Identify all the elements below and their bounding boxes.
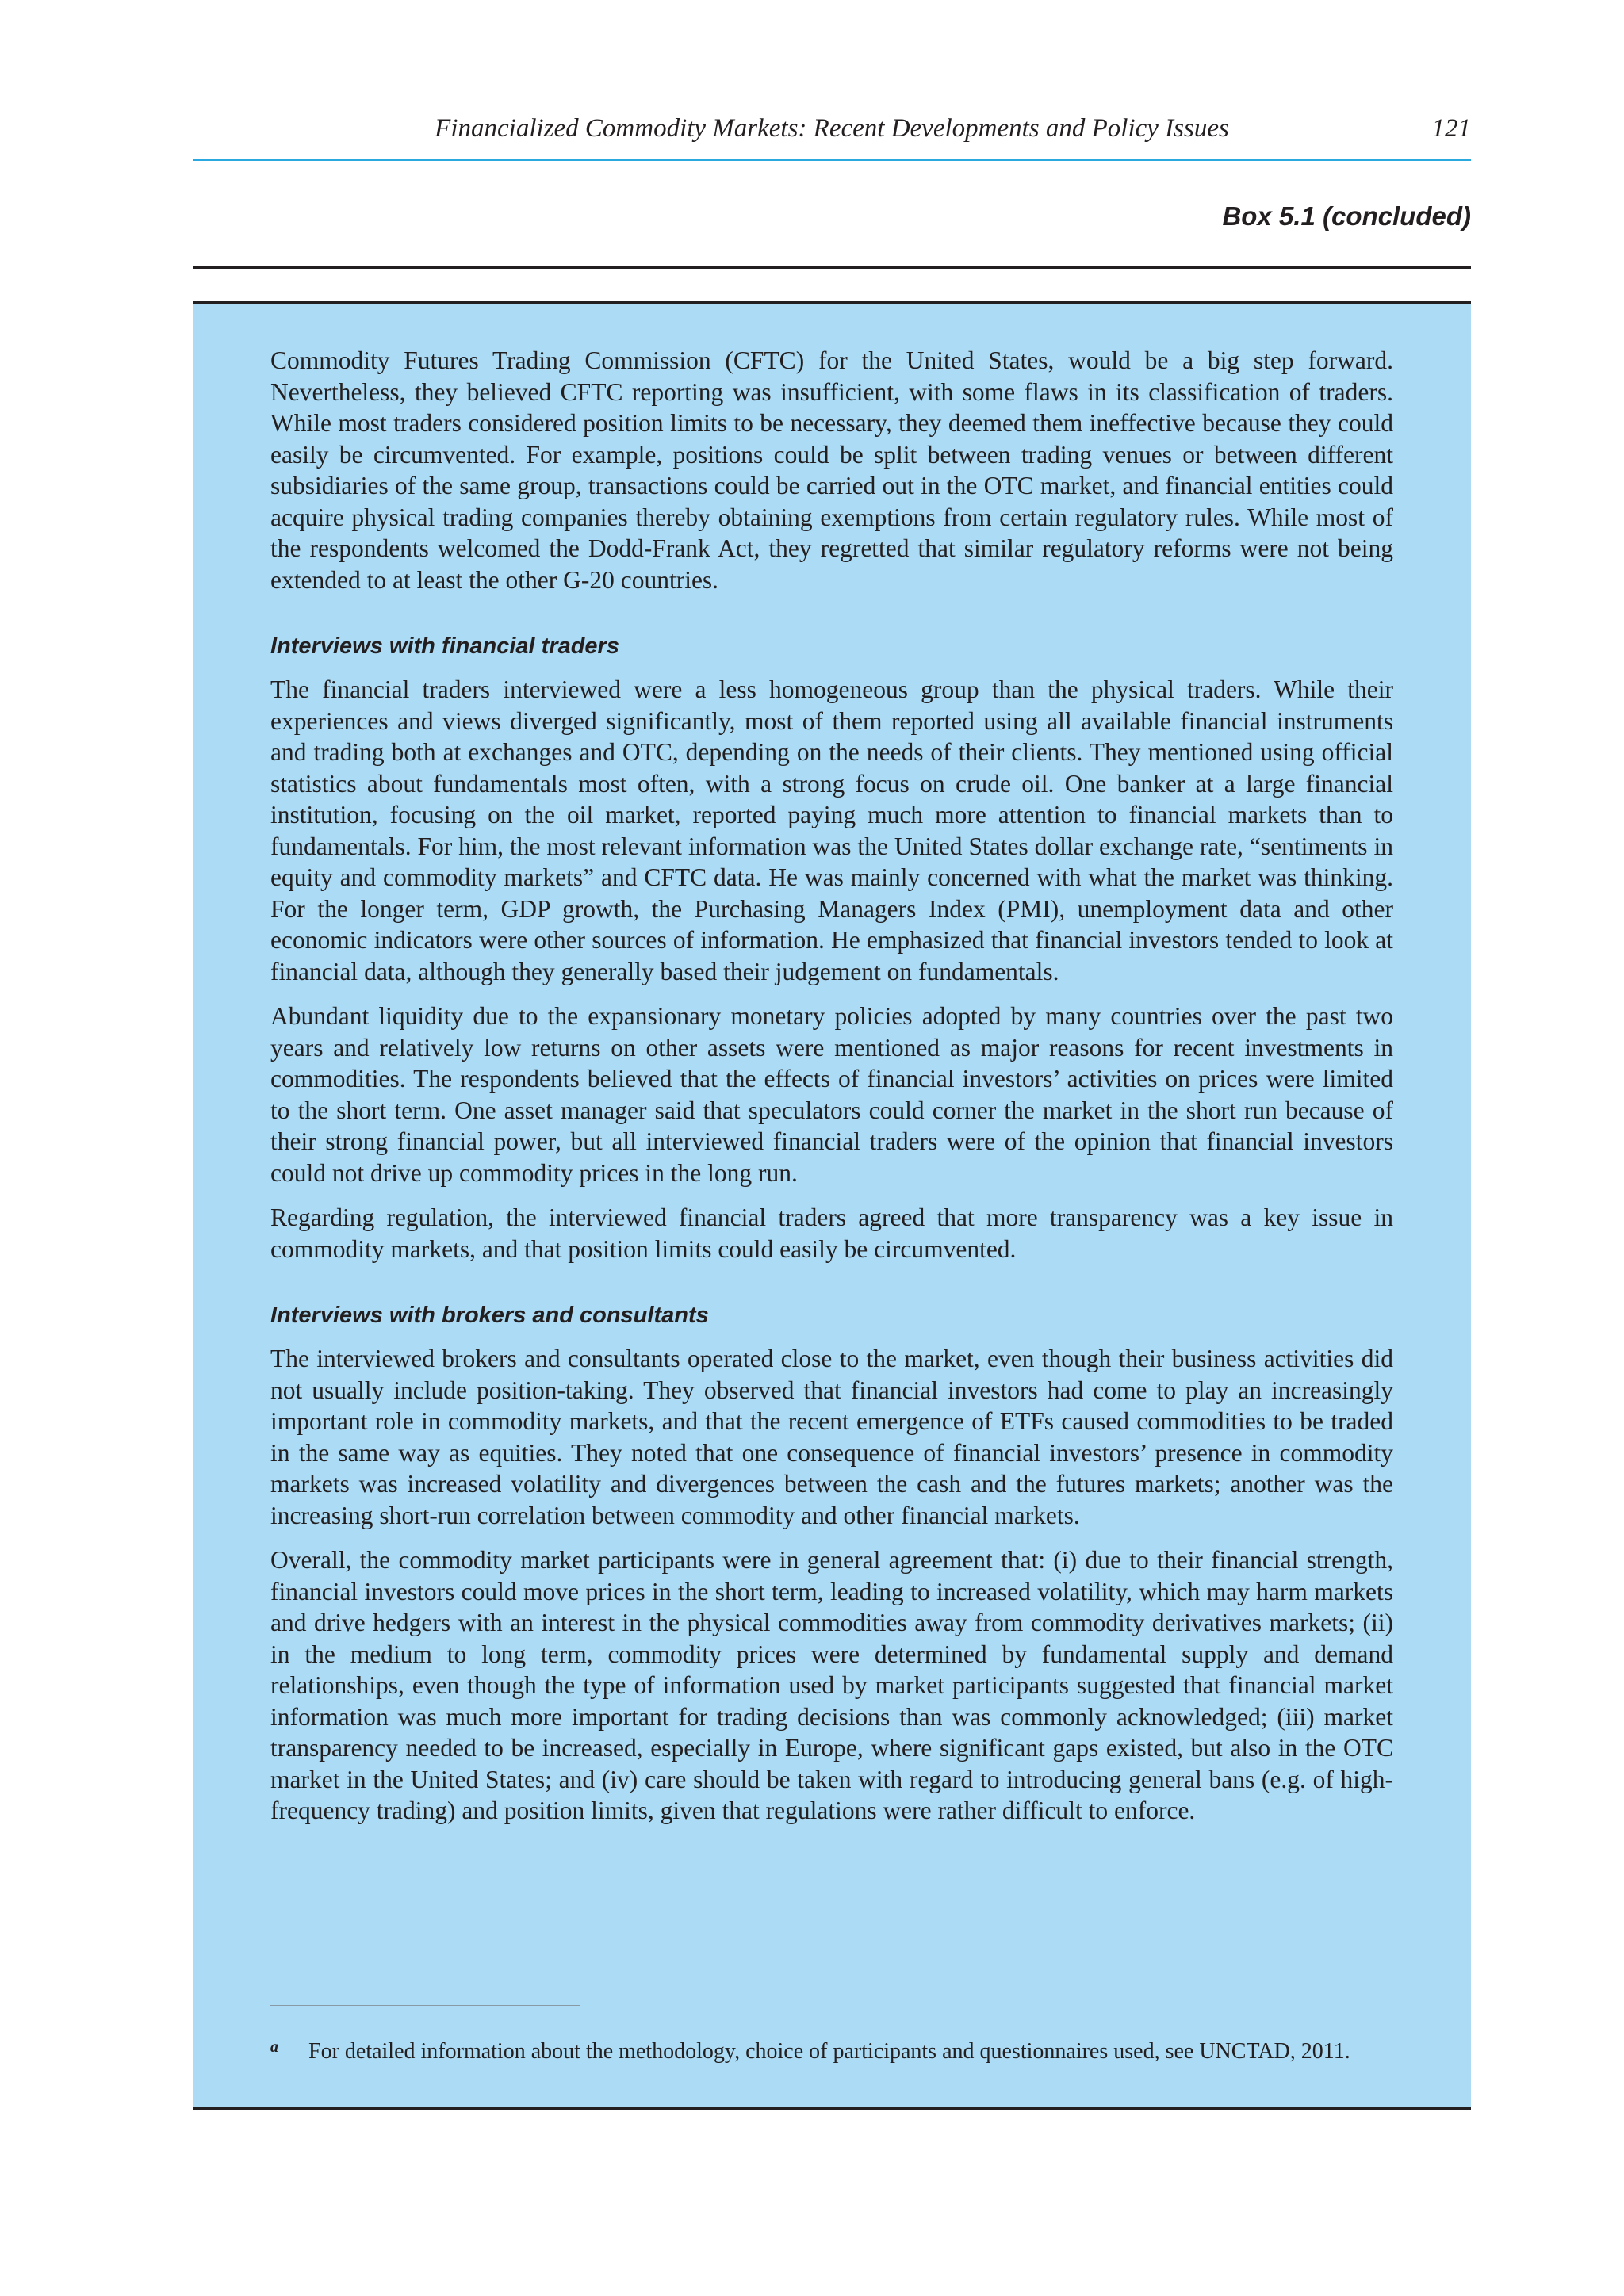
box-top-rule — [193, 266, 1471, 269]
section-heading-brokers-consultants: Interviews with brokers and consultants — [270, 1303, 709, 1328]
page-number: 121 — [1431, 114, 1471, 143]
intro-paragraph: Commodity Futures Trading Commission (CFTC) for the United States, would be a big step forward. Nevertheless, they believed CFTC reporting was insufficient, with some flaws in its classification of traders. While most traders considered position limits to be necessary, they deemed them ineffective because they could easily be circumvented. For example, positions could be split between trading venues or between different subsidiaries of the same group, transactions could be carried out in the OTC market, and financial entities could acquire physical trading companies thereby obtaining exemptions from certain regulatory rules. While most of the respondents welcomed the Dodd-Frank Act, they regretted that similar regulatory reforms were not being extended to at least the other G-20 countries. — [270, 346, 1393, 594]
box-content — [270, 345, 1393, 1840]
paragraph: Overall, the commodity market participants were in general agreement that: (i) due to their financial strength, financial investors could move prices in the short term, leading to increased volatility, which may harm markets and drive hedgers with an interest in the physical commodities away from commodity derivatives markets; (ii) in the medium to long term, commodity prices were determined by fundamental supply and demand relationships, even though the type of information used by market participants suggested that financial market information was much more important for trading decisions than was commonly acknowledged; (iii) market transparency needed to be increased, especially in Europe, where significant gaps existed, but also in the OTC market in the United States; and (iv) care should be taken with regard to introducing general bans (e.g. of high-frequency trading) and position limits, given that regulations were rather difficult to enforce. — [270, 1546, 1393, 1824]
footnote-marker: a — [270, 2038, 278, 2056]
paragraph: Abundant liquidity due to the expansionary monetary policies adopted by many countries over the past two years and relatively low returns on other assets were mentioned as major reasons for recent investments in commodities. The respondents believed that the effects of financial investors’ activities on prices were limited to the short term. One asset manager said that speculators could corner the market in the short run because of their strong financial power, but all interviewed financial traders were of the opinion that financial investors could not drive up commodity prices in the long run. — [270, 1002, 1393, 1187]
footnote-text: For detailed information about the methodology, choice of participants and questionnaires used, see UNCTAD, 2011. — [308, 2039, 1350, 2064]
text-box — [193, 301, 1471, 2110]
box-label: Box 5.1 (concluded) — [1222, 201, 1471, 231]
paragraph: Regarding regulation, the interviewed financial traders agreed that more transparency was a key issue in commodity markets, and that position limits could easily be circumvented. — [270, 1203, 1393, 1263]
running-header — [193, 111, 1471, 161]
running-header-title: Financialized Commodity Markets: Recent Developments and Policy Issues — [435, 114, 1229, 143]
paragraph: The interviewed brokers and consultants operated close to the market, even though their business activities did not usually include position-taking. They observed that financial investors had come to play an increasingly important role in commodity markets, and that the recent emergence of ETFs caused commodities to be traded in the same way as equities. They noted that one consequence of financial investors’ presence in commodity markets was increased volatility and divergences between the cash and the futures markets; another was the increasing short-run correlation between commodity and other financial markets. — [270, 1345, 1393, 1529]
paragraph: The financial traders interviewed were a less homogeneous group than the physical traders. While their experiences and views diverged significantly, most of them reported using all available financial instruments and trading both at exchanges and OTC, depending on the needs of their clients. They mentioned using official statistics about fundamentals most often, with a strong focus on crude oil. One banker at a large financial institution, focusing on the oil market, reported paying much more attention to financial markets than to fundamentals. For him, the most relevant information was the United States dollar exchange rate, “sentiments in equity and commodity markets” and CFTC data. He was mainly concerned with what the market was thinking. For the longer term, GDP growth, the Purchasing Managers Index (PMI), unemployment data and other economic indicators were other sources of information. He emphasized that financial investors tended to look at financial data, although they generally based their judgement on fundamentals. — [270, 675, 1393, 985]
footnote-rule — [270, 2005, 580, 2006]
section-heading-financial-traders: Interviews with financial traders — [270, 633, 619, 659]
